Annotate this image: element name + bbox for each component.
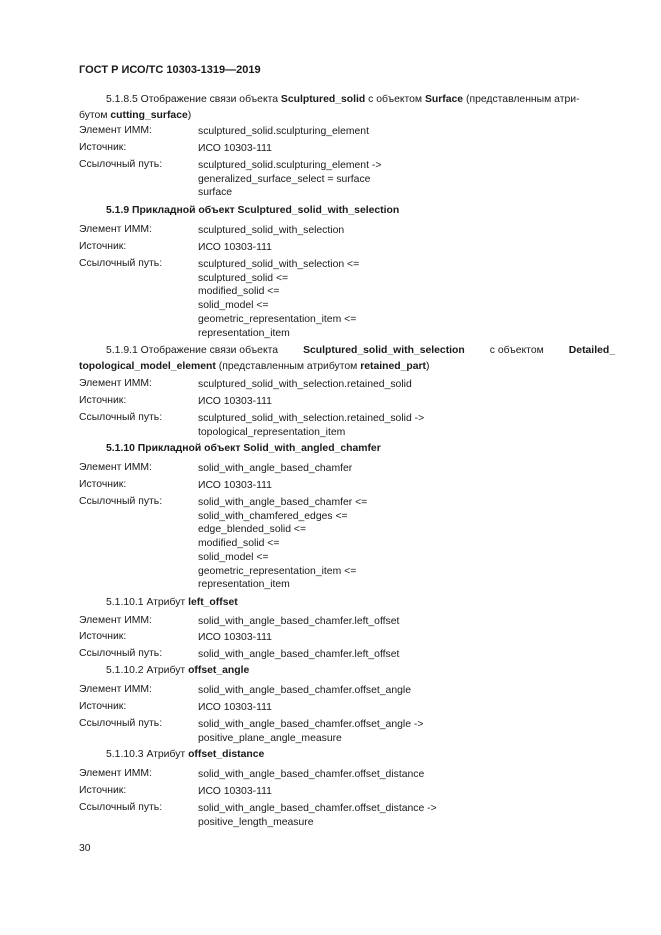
document-header: ГОСТ Р ИСО/ТС 10303-1319—2019 — [79, 64, 261, 76]
ref-line: solid_with_angle_based_chamfer <= — [198, 497, 368, 508]
ref-line: sculptured_solid <= — [198, 272, 289, 284]
value-elem: sculptured_solid_with_selection.retained_solid — [198, 379, 412, 390]
para-text: ) — [426, 361, 430, 372]
paragraph-5-1-8-5 — [79, 92, 580, 124]
value-src: ИСО 10303-111 — [198, 242, 272, 253]
label-src: Источник: — [79, 631, 127, 642]
para-text: с объектом — [489, 345, 544, 356]
value-ref — [198, 412, 424, 439]
label-src: Источник: — [79, 395, 127, 406]
value-ref — [198, 159, 381, 200]
label-src: Источник: — [79, 479, 127, 490]
label-elem: Элемент ИММ: — [79, 462, 152, 473]
ref-line: solid_with_chamfered_edges <= — [198, 510, 348, 522]
para-text: 5.1.8.5 Отображение связи объекта — [106, 94, 281, 105]
attribute-name: offset_distance — [188, 749, 265, 760]
value-src: ИСО 10303-111 — [198, 702, 272, 713]
label-ref: Ссылочный путь: — [79, 648, 163, 659]
attr-number: 5.1.10.2 Атрибут — [106, 665, 189, 676]
label-ref: Ссылочный путь: — [79, 412, 163, 423]
section-heading-5-1-9: 5.1.9 Прикладной объект Sculptured_solid_with_selection — [106, 205, 400, 216]
entity-name: Surface — [424, 94, 464, 105]
label-elem: Элемент ИММ: — [79, 224, 152, 235]
label-elem: Элемент ИММ: — [79, 378, 152, 389]
ref-line: modified_solid <= — [198, 538, 280, 550]
entity-name: Sculptured_solid_with_selection — [303, 345, 465, 356]
value-ref — [198, 496, 367, 592]
para-text: 5.1.9.1 Отображение связи объекта — [106, 345, 279, 356]
attribute-heading-5-1-10-2 — [106, 665, 249, 676]
label-src: Источник: — [79, 701, 127, 712]
ref-line: geometric_representation_item <= — [198, 565, 357, 577]
value-src: ИСО 10303-111 — [198, 143, 272, 154]
ref-line: sculptured_solid_with_selection <= — [198, 259, 360, 270]
ref-line: surface — [198, 187, 233, 199]
ref-line: sculptured_solid.sculpturing_element -> — [198, 160, 382, 171]
attribute-heading-5-1-10-3 — [106, 749, 264, 760]
value-src: ИСО 10303-111 — [198, 632, 272, 643]
ref-line: solid_with_angle_based_chamfer.offset_angle -> — [198, 719, 424, 730]
ref-line: topological_representation_item — [198, 426, 346, 438]
para-text: бутом — [79, 110, 111, 121]
label-ref: Ссылочный путь: — [79, 802, 163, 813]
attr-number: 5.1.10.3 Атрибут — [106, 749, 189, 760]
label-elem: Элемент ИММ: — [79, 125, 152, 136]
label-src: Источник: — [79, 142, 127, 153]
ref-line: representation_item — [198, 579, 290, 591]
ref-line: positive_length_measure — [198, 816, 314, 828]
ref-line: solid_with_angle_based_chamfer.offset_distance -> — [198, 803, 437, 814]
ref-line: solid_model <= — [198, 300, 269, 312]
ref-line: solid_with_angle_based_chamfer.left_offset — [198, 649, 400, 660]
attribute-heading-5-1-10-1 — [106, 597, 238, 608]
value-src: ИСО 10303-111 — [198, 786, 272, 797]
label-ref: Ссылочный путь: — [79, 496, 163, 507]
attribute-name: left_offset — [188, 597, 238, 608]
label-ref: Ссылочный путь: — [79, 718, 163, 729]
value-elem: solid_with_angle_based_chamfer — [198, 463, 353, 474]
value-elem: solid_with_angle_based_chamfer.offset_angle — [198, 685, 411, 696]
value-src: ИСО 10303-111 — [198, 480, 272, 491]
ref-line: solid_model <= — [198, 551, 269, 563]
entity-name: Detailed_ — [568, 345, 615, 356]
label-ref: Ссылочный путь: — [79, 258, 163, 269]
attribute-name: offset_angle — [188, 665, 250, 676]
label-elem: Элемент ИММ: — [79, 768, 152, 779]
label-ref: Ссылочный путь: — [79, 159, 163, 170]
label-elem: Элемент ИММ: — [79, 684, 152, 695]
value-ref — [198, 258, 359, 340]
label-src: Источник: — [79, 785, 127, 796]
ref-line: edge_blended_solid <= — [198, 524, 307, 536]
value-elem: sculptured_solid_with_selection — [198, 225, 345, 236]
attr-number: 5.1.10.1 Атрибут — [106, 597, 189, 608]
ref-line: sculptured_solid_with_selection.retained_solid -> — [198, 413, 425, 424]
value-ref — [198, 648, 399, 662]
value-elem: sculptured_solid.sculpturing_element — [198, 126, 369, 137]
ref-line: modified_solid <= — [198, 286, 280, 298]
value-elem: solid_with_angle_based_chamfer.left_offset — [198, 616, 400, 627]
para-text: (представленным атри- — [463, 94, 580, 105]
value-elem: solid_with_angle_based_chamfer.offset_distance — [198, 769, 425, 780]
entity-name: topological_model_element — [79, 361, 216, 372]
ref-line: geometric_representation_item <= — [198, 313, 357, 325]
attribute-name: retained_part — [360, 361, 427, 372]
label-elem: Элемент ИММ: — [79, 615, 152, 626]
attribute-name: cutting_surface — [110, 110, 188, 121]
para-text: (представленным атрибутом — [215, 361, 361, 372]
label-src: Источник: — [79, 241, 127, 252]
value-ref — [198, 802, 437, 829]
page-number: 30 — [79, 843, 91, 854]
section-heading-5-1-10: 5.1.10 Прикладной объект Solid_with_angled_chamfer — [106, 443, 381, 454]
para-text: с объектом — [365, 94, 425, 105]
paragraph-5-1-9-1 — [79, 343, 615, 375]
entity-name: Sculptured_solid — [280, 94, 366, 105]
ref-line: representation_item — [198, 327, 290, 339]
para-text: ) — [187, 110, 192, 121]
value-ref — [198, 718, 423, 745]
ref-line: positive_plane_angle_measure — [198, 732, 342, 744]
value-src: ИСО 10303-111 — [198, 396, 272, 407]
ref-line: generalized_surface_select = surface — [198, 173, 371, 185]
